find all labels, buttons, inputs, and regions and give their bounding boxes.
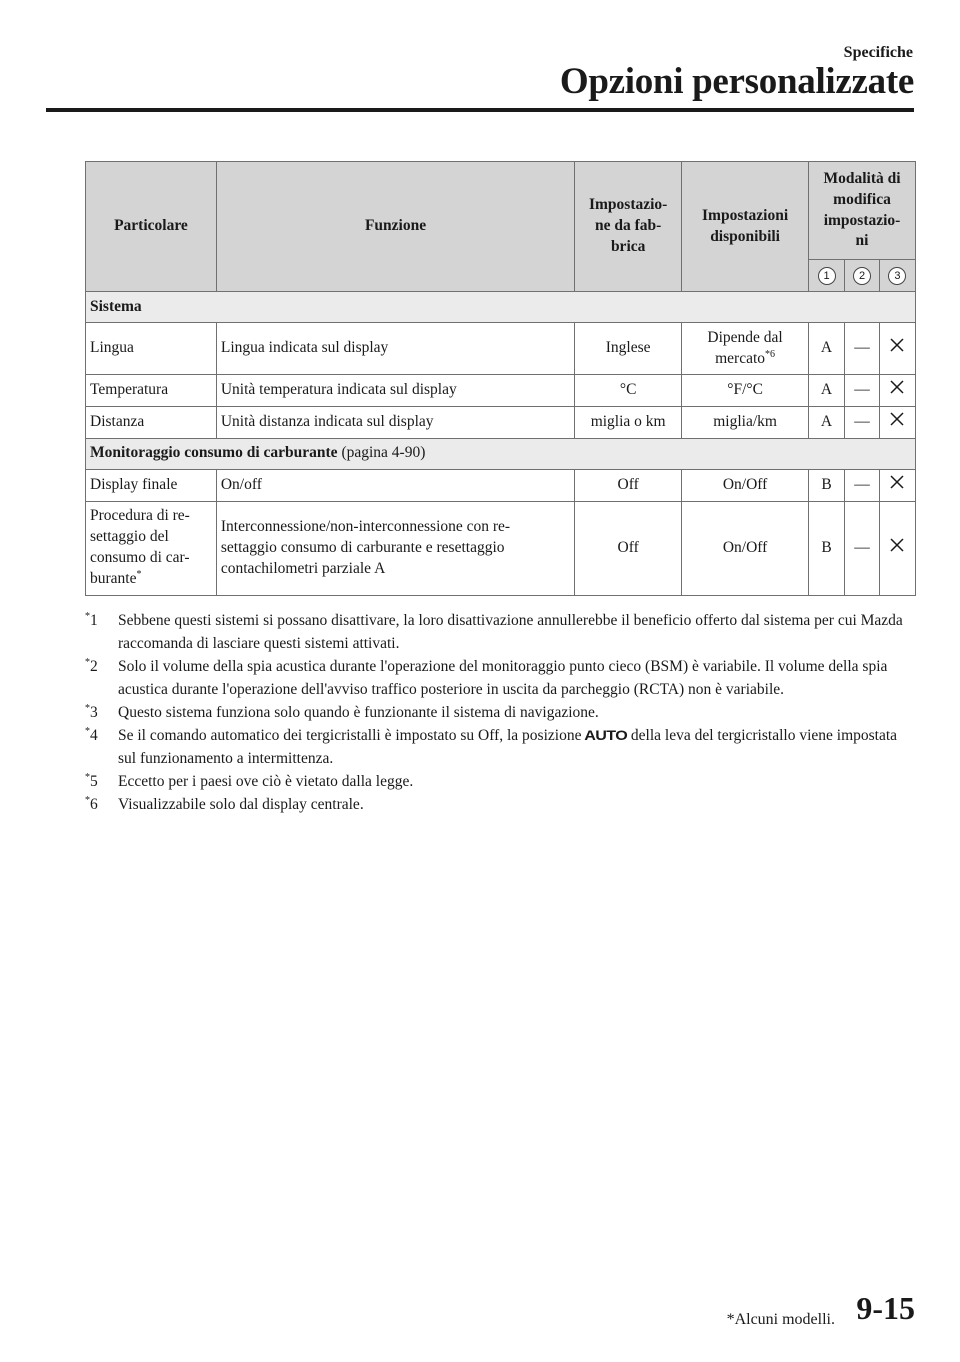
header-item: Particolare: [86, 162, 217, 292]
auto-wiper-icon: AUTO: [584, 727, 628, 743]
table-row: Distanza Unità distanza indicata sul display miglia o km miglia/km A —: [86, 406, 916, 438]
header-method: Modalità di modifica impostazio- ni: [809, 162, 916, 260]
settings-table: [85, 161, 916, 596]
footnote: *5 Eccetto per i paesi ove ciò è vietato dalla legge.: [85, 771, 414, 790]
header-factory: Impostazio- ne da fab- brica: [575, 162, 682, 292]
footnote: *2 Solo il volume della spia acustica durante l'operazione del monitoraggio punto cieco (BSM) è variabile. Il volume della spia acustica durante l'operazione dell'avviso traffico posteriore in uscita da parcheggio (RCTA) non è variabile.: [85, 656, 888, 698]
footnotes: [85, 609, 915, 816]
not-available-icon: [889, 474, 905, 490]
section-label: Specifiche: [843, 44, 913, 61]
method-1-icon: 1: [809, 260, 845, 292]
not-available-icon: [889, 537, 905, 553]
method-3-icon: 3: [879, 260, 915, 292]
not-available-icon: [889, 411, 905, 427]
group-row-fuel: Monitoraggio consumo di carburante (pagina 4-90): [86, 438, 916, 469]
page-title: Opzioni personalizzate: [559, 61, 914, 102]
footnote: *1 Sebbene questi sistemi si possano disattivare, la loro disattivazione annullerebbe il beneficio offerto dal sistema per cui Mazda raccomanda di lasciare questi sistemi attivati.: [85, 610, 903, 652]
title-rule: [46, 108, 914, 112]
header-function: Funzione: [216, 162, 574, 292]
footnote: *4 Se il comando automatico dei tergicristalli è impostato su Off, la posizione AUTO della leva del tergicristallo viene impostata sul funzionamento a intermittenza.: [85, 725, 898, 767]
header-available: Impostazioni disponibili: [682, 162, 809, 292]
table-row: Temperatura Unità temperatura indicata sul display °C °F/°C A —: [86, 375, 916, 407]
footnote: *3 Questo sistema funziona solo quando è funzionante il sistema di navigazione.: [85, 702, 599, 721]
page-number: 9-15: [856, 1290, 915, 1326]
not-available-icon: [889, 379, 905, 395]
not-available-icon: [889, 337, 905, 353]
table-row: Procedura di re- settaggio del consumo di car- burante* Interconnessione/non-interconnessione con re- settaggio consumo di carburante e resettaggio contachilometri parziale A Off On/Off B —: [86, 501, 916, 595]
table-row: Lingua Lingua indicata sul display Inglese Dipende dal mercato$^{*6}$ A —: [86, 323, 916, 375]
method-2-icon: 2: [845, 260, 880, 292]
group-row-sistema: Sistema: [86, 292, 916, 323]
models-note: *Alcuni modelli.: [726, 1311, 835, 1328]
table-row: Display finale On/off Off On/Off B —: [86, 469, 916, 501]
footnote: *6 Visualizzabile solo dal display centrale.: [85, 794, 364, 813]
